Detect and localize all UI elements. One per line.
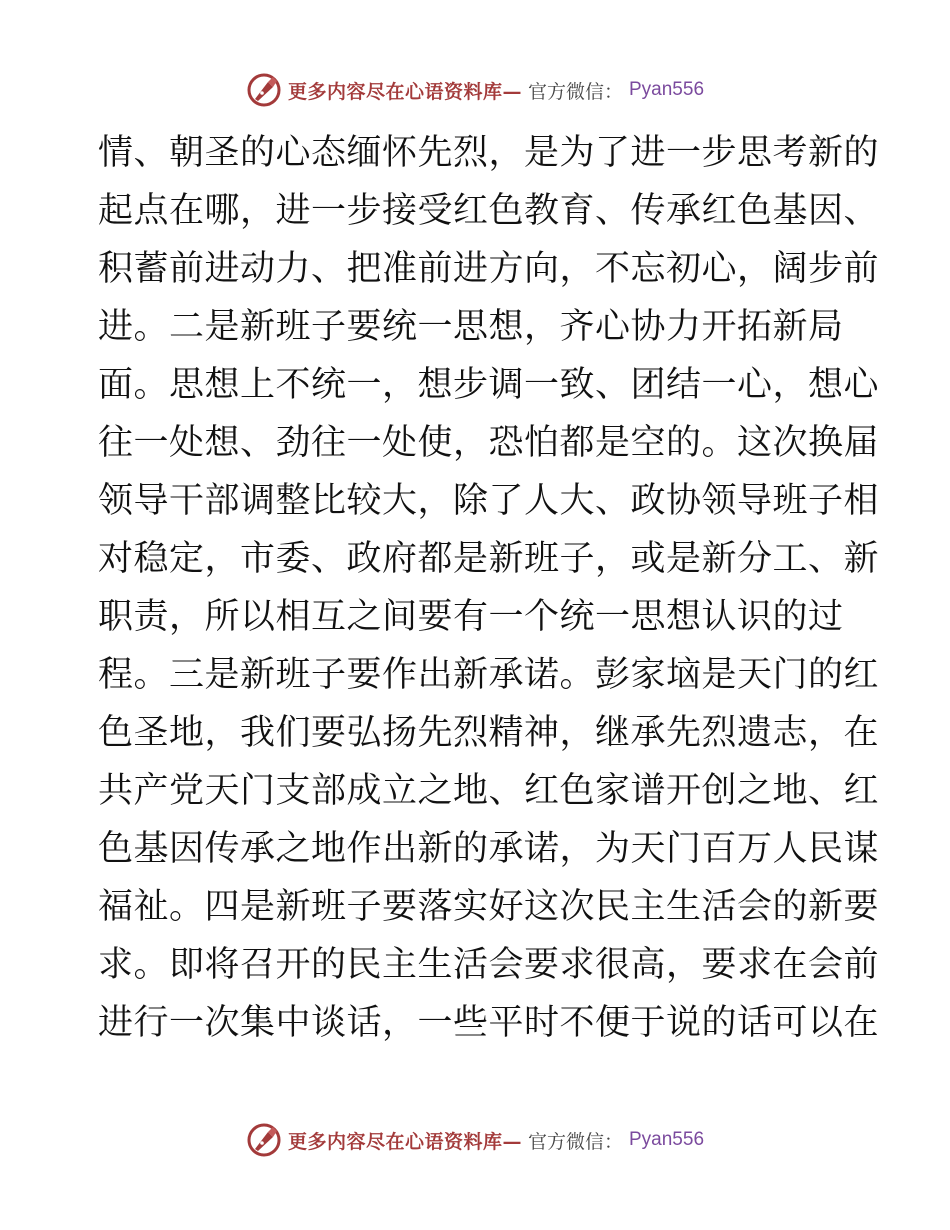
body-text-line: 进。二是新班子要统一思想，齐心协力开拓新局 <box>98 307 844 347</box>
body-text-line: 职责，所以相互之间要有一个统一思想认识的过 <box>98 597 844 637</box>
pen-tip-logo-icon <box>246 72 282 108</box>
body-text-line: 积蓄前进动力、把准前进方向，不忘初心，阔步前 <box>98 249 880 289</box>
pen-tip-logo-icon <box>246 1122 282 1158</box>
watermark-label-text: 官方微信： <box>527 80 623 103</box>
body-text-line: 对稳定，市委、政府都是新班子，或是新分工、新 <box>98 539 880 579</box>
watermark-label-text: 官方微信： <box>527 1130 623 1153</box>
body-text-line: 色圣地，我们要弘扬先烈精神，继承先烈遗志，在 <box>98 713 880 753</box>
body-text-line: 共产党天门支部成立之地、红色家谱开创之地、红 <box>98 771 880 811</box>
body-text-line: 进行一次集中谈话，一些平时不便于说的话可以在 <box>98 1003 880 1043</box>
watermark-id-text: Pyan556 <box>629 1129 705 1150</box>
document-body <box>98 124 880 1052</box>
watermark-id-text: Pyan556 <box>629 79 705 100</box>
body-text-line: 领导干部调整比较大，除了人大、政协领导班子相 <box>98 481 880 521</box>
watermark-main-text: 更多内容尽在心语资料库— <box>287 1130 522 1153</box>
body-text-line: 求。即将召开的民主生活会要求很高，要求在会前 <box>98 945 880 985</box>
watermark-main-text: 更多内容尽在心语资料库— <box>287 80 522 103</box>
body-text-line: 程。三是新班子要作出新承诺。彭家垴是天门的红 <box>98 655 880 695</box>
body-text-line: 起点在哪，进一步接受红色教育、传承红色基因、 <box>98 191 880 231</box>
body-text-line: 面。思想上不统一，想步调一致、团结一心，想心 <box>98 365 880 405</box>
footer-watermark <box>0 1120 950 1160</box>
body-text-line: 往一处想、劲往一处使，恐怕都是空的。这次换届 <box>98 423 880 463</box>
header-watermark <box>0 70 950 110</box>
body-text-line: 情、朝圣的心态缅怀先烈，是为了进一步思考新的 <box>98 133 880 173</box>
body-text-line: 福祉。四是新班子要落实好这次民主生活会的新要 <box>98 887 880 927</box>
body-text-line: 色基因传承之地作出新的承诺，为天门百万人民谋 <box>98 829 880 869</box>
